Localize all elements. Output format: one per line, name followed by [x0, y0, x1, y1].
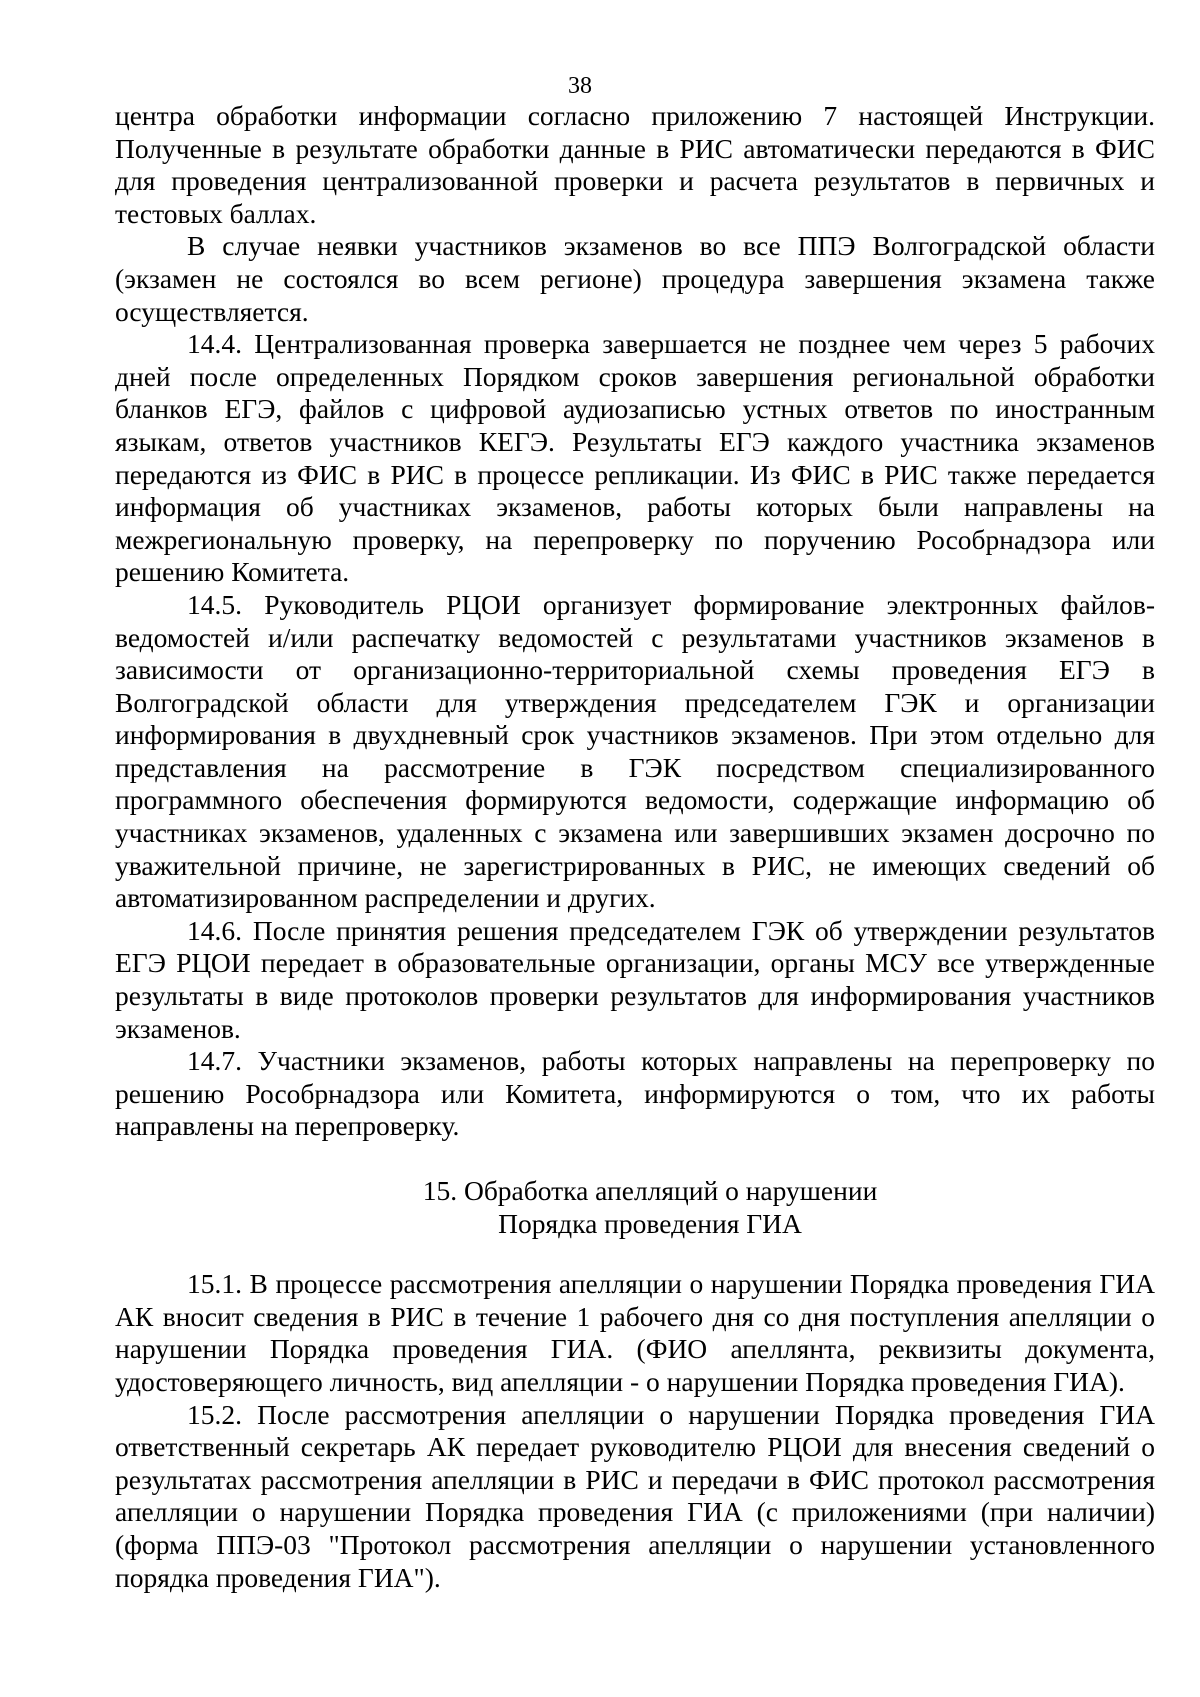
section-heading: [115, 1175, 1155, 1240]
paragraph-15-2: 15.2. После рассмотрения апелляции о нарушении Порядка проведения ГИА ответственный секретарь АК передает руководителю РЦОИ для внесения сведений о результатах рассмотрения апелляции в РИС и передачи в ФИС протокол рассмотрения апелляции о нарушении Порядка проведения ГИА (с приложениями (при наличии) (форма ППЭ-03 "Протокол рассмотрения апелляции о нарушении установленного порядка проведения ГИА").: [115, 1398, 1155, 1593]
section-heading-line-1: 15. Обработка апелляций о нарушении: [422, 1175, 878, 1206]
document-body: [115, 100, 1155, 1594]
paragraph-15-1: 15.1. В процессе рассмотрения апелляции о нарушении Порядка проведения ГИА АК вносит сведения в РИС в течение 1 рабочего дня со дня поступления апелляции о нарушении Порядка проведения ГИА. (ФИО апеллянта, реквизиты документа, удостоверяющего личность, вид апелляции - о нарушении Порядка проведения ГИА).: [115, 1268, 1155, 1397]
paragraph-14-4: 14.4. Централизованная проверка завершается не позднее чем через 5 рабочих дней после определенных Порядком сроков завершения региональной обработки бланков ЕГЭ, файлов с цифровой аудиозаписью устных ответов по иностранным языкам, ответов участников КЕГЭ. Результаты ЕГЭ каждого участника экзаменов передаются из ФИС в РИС в процессе репликации. Из ФИС в РИС также передается информация об участниках экзаменов, работы которых были направлены на межрегиональную проверку, на перепроверку по поручению Рособрнадзора или решению Комитета.: [115, 328, 1155, 588]
paragraph-14-5: 14.5. Руководитель РЦОИ организует формирование электронных файлов-ведомостей и/или распечатку ведомостей с результатами участников экзаменов в зависимости от организационно-территориальной схемы проведения ЕГЭ в Волгоградской области для утверждения председателем ГЭК и организации информирования в двухдневный срок участников экзаменов. При этом отдельно для представления на рассмотрение в ГЭК посредством специализированного программного обеспечения формируются ведомости, содержащие информацию об участниках экзаменов, удаленных с экзамена или завершивших экзамен досрочно по уважительной причине, не зарегистрированных в РИС, не имеющих сведений об автоматизированном распределении и других.: [115, 588, 1155, 914]
paragraph-continuation: центра обработки информации согласно приложению 7 настоящей Инструкции. Полученные в результате обработки данные в РИС автоматически передаются в ФИС для проведения централизованной проверки и расчета результатов в первичных и тестовых баллах.: [115, 100, 1155, 229]
paragraph-14-6: 14.6. После принятия решения председателем ГЭК об утверждении результатов ЕГЭ РЦОИ передает в образовательные организации, органы МСУ все утвержденные результаты в виде протоколов проверки результатов для информирования участников экзаменов.: [115, 914, 1155, 1044]
page-number: 38: [568, 73, 592, 99]
section-heading-line-2: Порядка проведения ГИА: [498, 1207, 802, 1239]
paragraph-14-7: 14.7. Участники экзаменов, работы которых направлены на перепроверку по решению Рособрнадзора или Комитета, информируются о том, что их работы направлены на перепроверку.: [115, 1045, 1155, 1142]
paragraph-no-show: В случае неявки участников экзаменов во все ППЭ Волгоградской области (экзамен не состоялся во всем регионе) процедура завершения экзамена также осуществляется.: [115, 230, 1155, 327]
